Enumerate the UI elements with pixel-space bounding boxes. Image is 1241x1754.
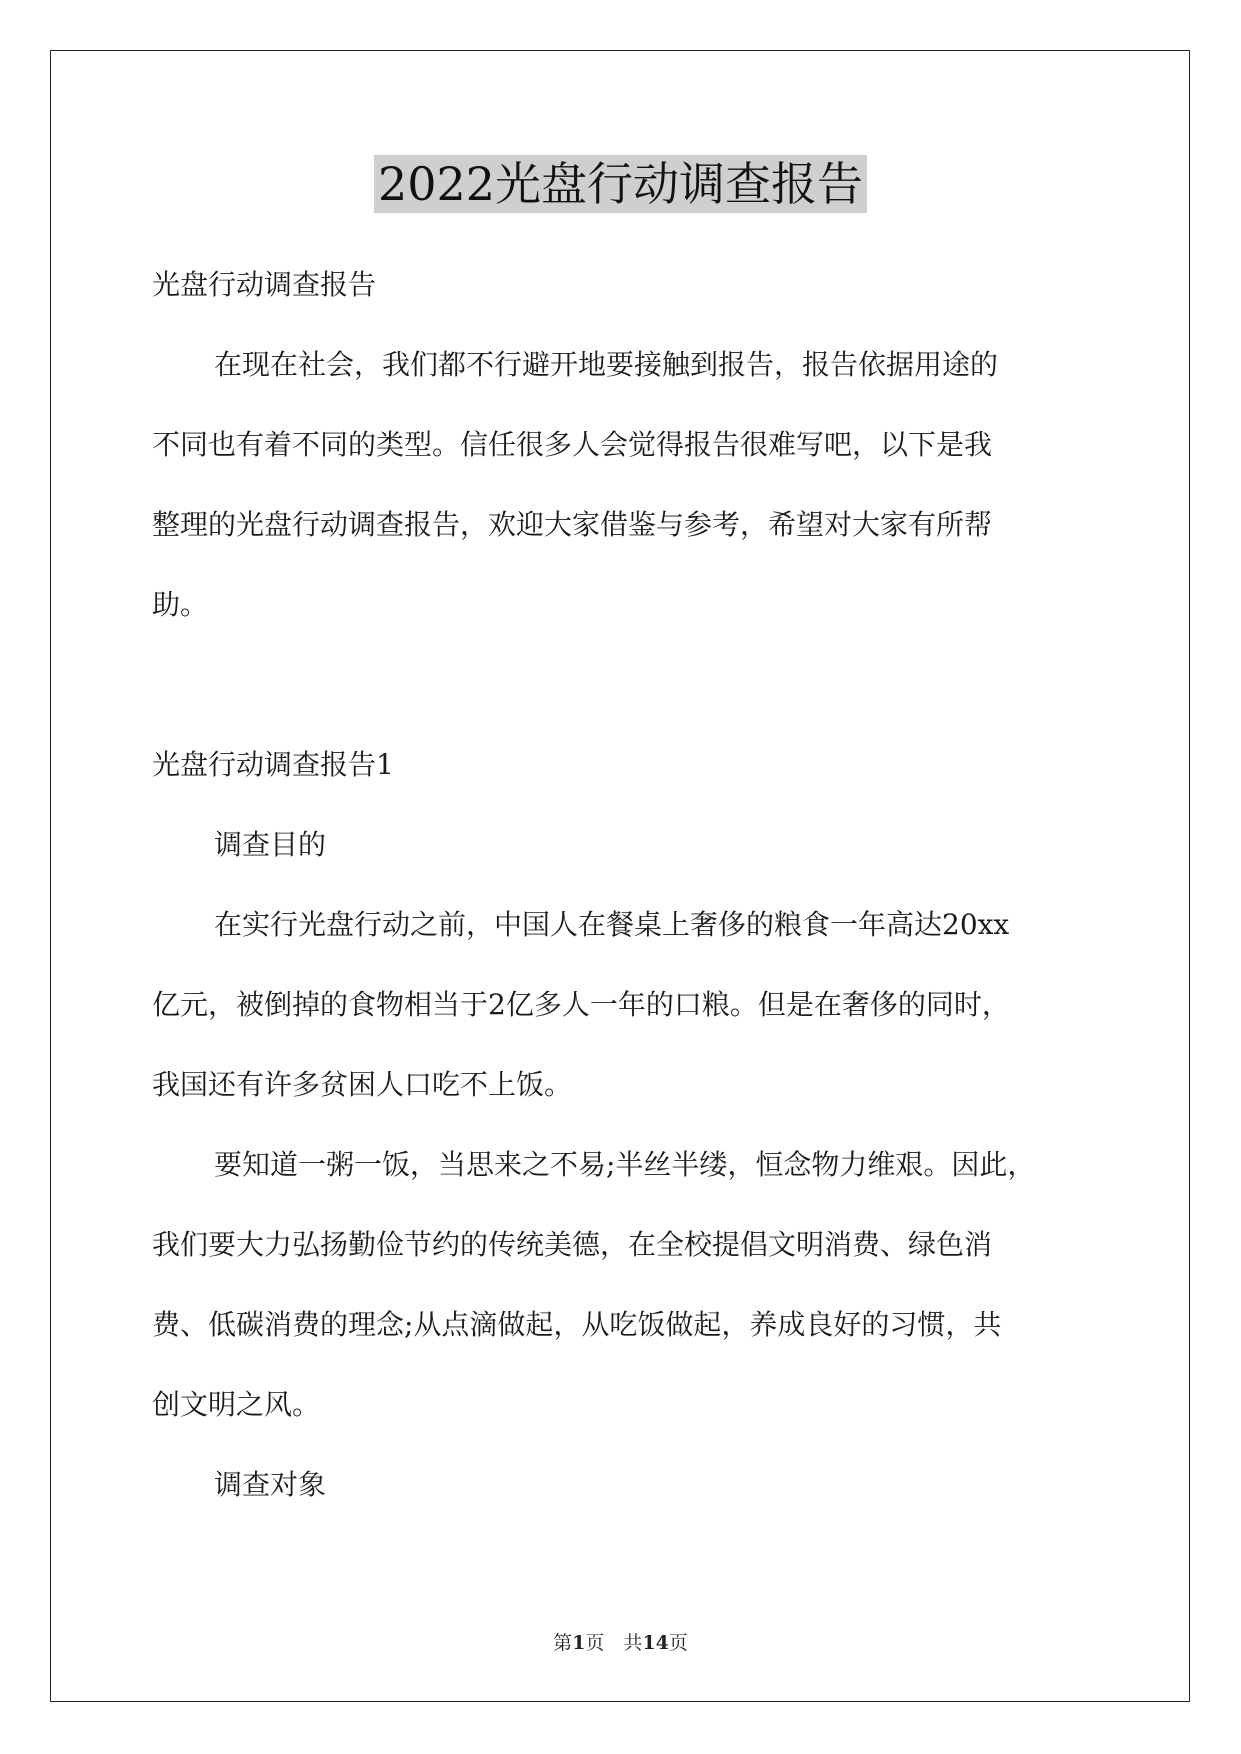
intro-line: 整理的光盘行动调查报告，欢迎大家借鉴与参考，希望对大家有所帮 xyxy=(152,508,993,541)
paragraph-line: 亿元，被倒掉的食物相当于2亿多人一年的口粮。但是在奢侈的同时， xyxy=(152,988,1010,1021)
total-pages: 14 xyxy=(642,1632,669,1654)
paragraph-line: 创文明之风。 xyxy=(152,1388,321,1421)
page-prefix: 第 xyxy=(553,1632,573,1654)
page-footer xyxy=(0,1628,1241,1655)
spacer xyxy=(152,662,1092,742)
paragraph-line: 要知道一粥一饭，当思来之不易;半丝半缕，恒念物力维艰。因此， xyxy=(214,1148,1036,1181)
intro-line: 助。 xyxy=(152,588,209,621)
intro-line: 在现在社会，我们都不行避开地要接触到报告，报告依据用途的 xyxy=(214,348,999,381)
object-heading: 调查对象 xyxy=(214,1468,327,1501)
paragraph-line: 我国还有许多贫困人口吃不上饭。 xyxy=(152,1068,573,1101)
paragraph-line: 我们要大力弘扬勤俭节约的传统美德，在全校提倡文明消费、绿色消 xyxy=(152,1228,993,1261)
section-title: 光盘行动调查报告1 xyxy=(152,748,394,781)
title-container xyxy=(0,155,1241,213)
page-number: 1 xyxy=(572,1632,586,1654)
paragraph-line: 费、低碳消费的理念;从点滴做起，从吃饭做起，养成良好的习惯，共 xyxy=(152,1308,1002,1341)
document-title: 2022光盘行动调查报告 xyxy=(374,155,867,213)
subtitle: 光盘行动调查报告 xyxy=(152,268,377,301)
document-body xyxy=(152,262,1092,1542)
paragraph-line: 在实行光盘行动之前，中国人在餐桌上奢侈的粮食一年高达20xx xyxy=(214,908,1010,941)
intro-line: 不同也有着不同的类型。信任很多人会觉得报告很难写吧，以下是我 xyxy=(152,428,993,461)
page-mid: 页 共 xyxy=(585,1632,643,1654)
purpose-heading: 调查目的 xyxy=(214,828,327,861)
page-suffix: 页 xyxy=(668,1632,688,1654)
